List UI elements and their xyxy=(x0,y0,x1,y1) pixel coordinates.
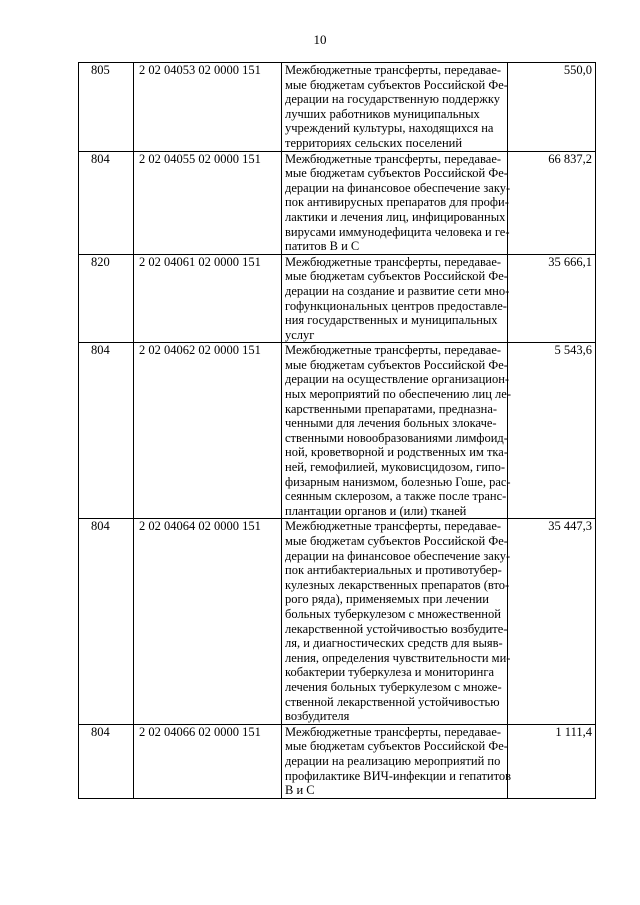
budget-classification-code-cell: 2 02 04062 02 0000 151 xyxy=(134,343,282,519)
budget-classification-code-cell: 2 02 04066 02 0000 151 xyxy=(134,724,282,798)
revenue-name-line: ля, и диагностических средств для выяв- xyxy=(285,636,503,651)
amount-cell: 5 543,6 xyxy=(508,343,596,519)
revenue-name-line: кулезных лекарственных препаратов (вто- xyxy=(285,577,510,592)
admin-code-cell: 820 xyxy=(79,254,134,343)
table-row xyxy=(79,343,596,519)
revenue-name-line: Межбюджетные трансферты, передавае- xyxy=(285,724,502,739)
revenue-name-line: Межбюджетные трансферты, передавае- xyxy=(285,63,502,77)
revenue-name-line: дерации на государственную поддержку xyxy=(285,92,501,107)
revenue-name-line: Межбюджетные трансферты, передавае- xyxy=(285,151,502,166)
revenue-name-line: вирусами иммунодефицита человека и ге- xyxy=(285,224,510,239)
admin-code-cell: 804 xyxy=(79,343,134,519)
revenue-name-line: лучших работников муниципальных xyxy=(285,106,480,121)
amount-cell: 1 111,4 xyxy=(508,724,596,798)
revenue-name-line: пок антибактериальных и противотубер- xyxy=(285,563,502,578)
revenue-name-line: физарным нанизмом, болезнью Гоше, рас- xyxy=(285,474,511,489)
revenue-name-line: Межбюджетные трансферты, передавае- xyxy=(285,343,502,358)
revenue-name-line: учреждений культуры, находящихся на xyxy=(285,121,494,136)
revenue-name-line: ченными для лечения больных злокаче- xyxy=(285,416,497,431)
revenue-name-line: ственной лекарственной устойчивостью xyxy=(285,694,500,709)
revenue-name-line: дерации на финансовое обеспечение заку- xyxy=(285,548,511,563)
amount-cell: 550,0 xyxy=(508,63,596,152)
revenue-name-line: мые бюджетам субъектов Российской Фе- xyxy=(285,534,508,548)
revenue-name-line: карственными препаратами, предназна- xyxy=(285,401,498,416)
revenue-name-line: лекарственной устойчивостью возбудите- xyxy=(285,621,508,636)
revenue-name-line: дерации на реализацию мероприятий по xyxy=(285,753,501,768)
amount-cell: 35 447,3 xyxy=(508,519,596,724)
revenue-name-cell xyxy=(282,343,511,519)
revenue-name-line: ления, определения чувствительности ми- xyxy=(285,650,511,665)
table-row xyxy=(79,254,596,343)
revenue-name-line: рого ряда), применяемых при лечении xyxy=(285,592,489,607)
revenue-name-line: Межбюджетные трансферты, передавае- xyxy=(285,254,502,269)
revenue-name-line: территориях сельских поселений xyxy=(285,135,463,150)
revenue-name-line: мые бюджетам субъектов Российской Фе- xyxy=(285,357,508,372)
table-row xyxy=(79,724,596,798)
revenue-name-line: профилактике ВИЧ-инфекции и гепатитов xyxy=(285,768,512,783)
revenue-name-line: возбудителя xyxy=(285,709,350,724)
revenue-name-line: дерации на создание и развитие сети мно- xyxy=(285,283,510,298)
admin-code-cell: 805 xyxy=(79,63,134,152)
budget-classification-code-cell: 2 02 04053 02 0000 151 xyxy=(134,63,282,152)
revenue-name-line: кобактерии туберкулеза и мониторинга xyxy=(285,665,494,680)
budget-classification-code-cell: 2 02 04061 02 0000 151 xyxy=(134,254,282,343)
revenue-name-line: услуг xyxy=(285,327,315,342)
budget-classification-code-cell: 2 02 04055 02 0000 151 xyxy=(134,151,282,254)
revenue-name-cell xyxy=(282,724,512,798)
admin-code-cell: 804 xyxy=(79,519,134,724)
revenue-name-line: патитов В и С xyxy=(285,239,360,254)
revenue-name-line: гофункциональных центров предоставле- xyxy=(285,298,507,313)
table-row xyxy=(79,151,596,254)
revenue-name-line: ных мероприятий по обеспечению лиц ле- xyxy=(285,387,511,402)
revenue-name-line: дерации на осуществление организацион- xyxy=(285,372,510,387)
admin-code-cell: 804 xyxy=(79,151,134,254)
table-row xyxy=(79,519,596,724)
revenue-name-line: сеянным склерозом, а также после транс- xyxy=(285,489,507,504)
revenue-name-line: мые бюджетам субъектов Российской Фе- xyxy=(285,739,508,754)
revenue-name-line: мые бюджетам субъектов Российской Фе- xyxy=(285,269,508,284)
admin-code-cell: 804 xyxy=(79,724,134,798)
revenue-name-line: ней, гемофилией, муковисцидозом, гипо- xyxy=(285,460,505,475)
table-row xyxy=(79,63,596,152)
revenue-name-line: Межбюджетные трансферты, передавае- xyxy=(285,519,502,534)
revenue-name-line: лактики и лечения лиц, инфицированных xyxy=(285,209,506,224)
revenue-name-line: плантации органов и (или) тканей xyxy=(285,503,467,518)
revenue-name-cell xyxy=(282,63,508,152)
amount-cell: 35 666,1 xyxy=(508,254,596,343)
revenue-name-line: ственными новообразованиями лимфоид- xyxy=(285,430,508,445)
page-number: 10 xyxy=(313,32,327,47)
revenue-name-line: мые бюджетам субъектов Российской Фе- xyxy=(285,77,508,92)
revenue-name-line: больных туберкулезом с множественной xyxy=(285,606,501,621)
revenue-name-cell xyxy=(282,151,511,254)
amount-cell: 66 837,2 xyxy=(508,151,596,254)
budget-table xyxy=(78,62,596,799)
revenue-name-line: дерации на финансовое обеспечение заку- xyxy=(285,180,511,195)
revenue-name-line: В и С xyxy=(285,783,315,798)
budget-table-body xyxy=(79,63,596,799)
revenue-name-line: пок антивирусных препаратов для профи- xyxy=(285,195,509,210)
revenue-name-cell xyxy=(282,519,511,724)
revenue-name-line: лечения больных туберкулезом с множе- xyxy=(285,679,502,694)
revenue-name-line: ной, кроветворной и родственных им тка- xyxy=(285,445,508,460)
budget-classification-code-cell: 2 02 04064 02 0000 151 xyxy=(134,519,282,724)
revenue-name-cell xyxy=(282,254,508,343)
revenue-name-line: ния государственных и муниципальных xyxy=(285,313,498,328)
revenue-name-line: мые бюджетам субъектов Российской Фе- xyxy=(285,166,508,181)
